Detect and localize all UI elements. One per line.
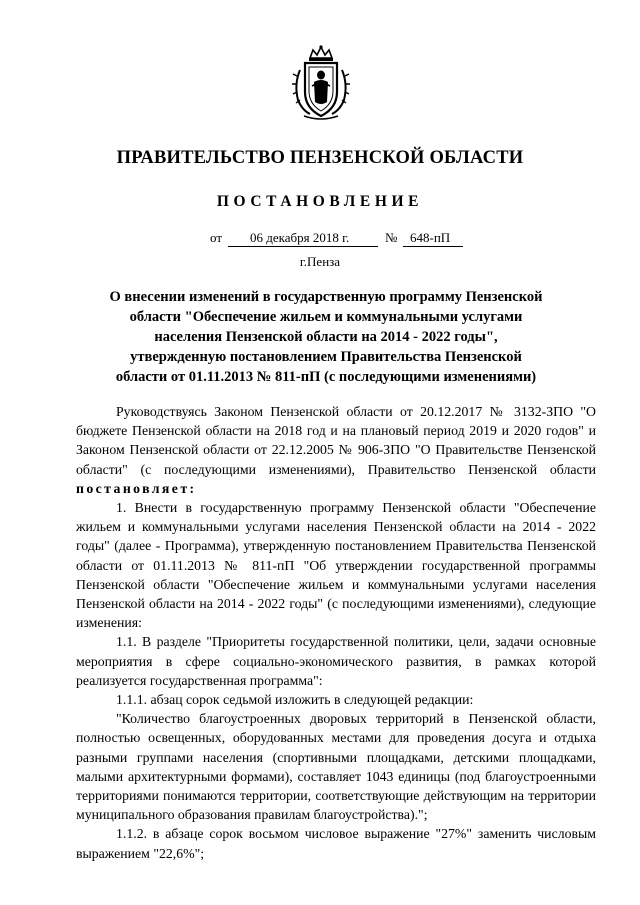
- number-underline: [403, 246, 463, 247]
- resolves-word: постановляет:: [76, 480, 197, 496]
- paragraph-2: 1. Внести в государственную программу Пензенской области "Обеспечение жильем и коммунальными услугами населения Пензенской области на 2014 - 2022 годы" (далее - Программа), утвержденную постановлением Правительства Пензенской области от 01.11.2013 № 811-пП "Об утверждении государственной программы Пензенской области "Обеспечение жильем и коммунальными услугами населения Пензенской области на 2014 - 2022 годы" (с последующими изменениями), следующие изменения:: [76, 500, 596, 631]
- document-heading: О внесении изменений в государственную программу Пензенской области "Обеспечение жильем и коммунальными услугами населения Пензенской области на 2014 - 2022 годы", утвержденную постановлением Правительства Пензенской области от 01.11.2013 № 811-пП (с последующими изменениями): [109, 289, 543, 385]
- paragraph-4: 1.1.1. абзац сорок седьмой изложить в следующей редакции:: [116, 692, 474, 708]
- paragraph-5: "Количество благоустроенных дворовых территорий в Пензенской области, полностью освещенных, оборудованных местами для проведения досуга и отдыха разными группами населения (спортивными площадками, детскими площадками, малыми архитектурными формами), составляет 1043 единицы (под благоустроенными территориями понимаются территории, соответствующие действующим на территории муниципального образования правилам благоустройства).";: [76, 711, 596, 823]
- paragraph-3: 1.1. В разделе "Приоритеты государственной политики, цели, задачи основные мероприятия в сфере социально-экономического развития, в рамках которой реализуется государственная программа":: [76, 634, 596, 688]
- paragraph-6: 1.1.2. в абзаце сорок восьмом числовое выражение "27%" заменить числовым выражением "22,6%";: [76, 826, 596, 861]
- government-title: ПРАВИТЕЛЬСТВО ПЕНЗЕНСКОЙ ОБЛАСТИ: [116, 148, 524, 168]
- date-prefix: от: [210, 230, 223, 245]
- document-type: ПОСТАНОВЛЕНИЕ: [216, 193, 424, 210]
- city: г.Пенза: [299, 254, 341, 269]
- paragraph-1-text: Руководствуясь Законом Пензенской области от 20.12.2017 № 3132-ЗПО "О бюджете Пензенской области на 2018 год и на плановый период 2019 и 2020 годов" и Законом Пензенской области от 22.12.2005 № 906-ЗПО "О Правительстве Пензенской области" (с последующими изменениями), Правительство Пензенской области: [76, 404, 596, 477]
- document-date: 06 декабря 2018 г.: [250, 230, 350, 245]
- paragraph-1: [76, 402, 596, 498]
- number-sign: №: [385, 230, 398, 245]
- coat-of-arms-icon: [290, 44, 352, 122]
- document-body: [76, 402, 596, 863]
- date-underline: [228, 246, 378, 247]
- document-number: 648-пП: [410, 230, 451, 245]
